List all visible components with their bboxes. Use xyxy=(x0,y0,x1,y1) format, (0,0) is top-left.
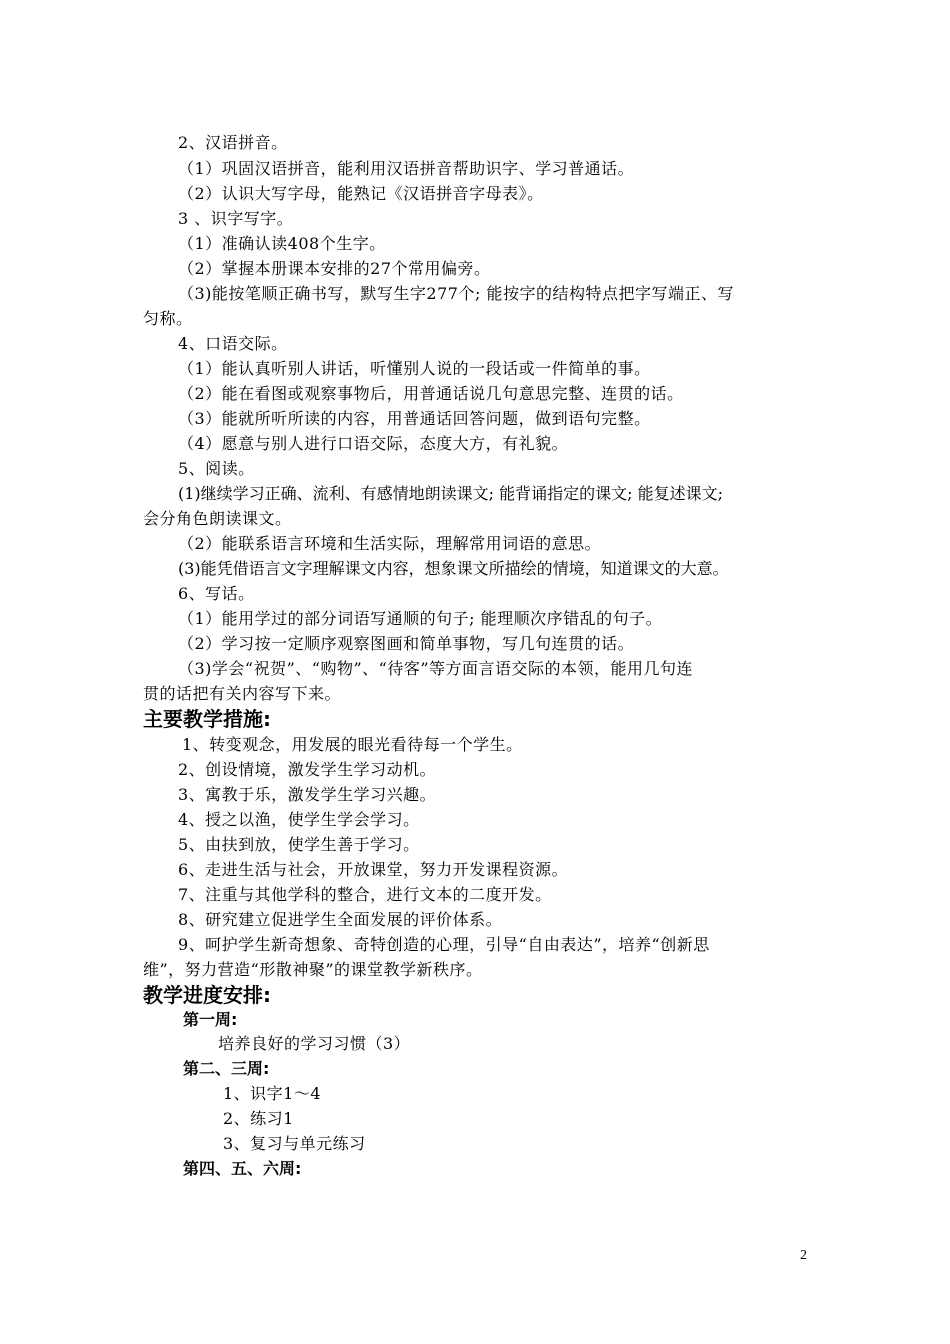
list-item: 7、注重与其他学科的整合，进行文本的二度开发。 xyxy=(178,885,552,904)
list-item-continuation: 匀称。 xyxy=(143,309,193,328)
list-item: （1）巩固汉语拼音，能利用汉语拼音帮助识字、学习普通话。 xyxy=(178,159,635,178)
page-number: 2 xyxy=(800,1248,807,1263)
list-item: (1)继续学习正确、流利、有感情地朗读课文; 能背诵指定的课文; 能复述课文; xyxy=(178,484,724,503)
section-heading-writing: 6、写话。 xyxy=(178,584,255,603)
list-item: （2）认识大写字母，能熟记《汉语拼音字母表》。 xyxy=(178,184,544,203)
list-item: （2）掌握本册课本安排的27个常用偏旁。 xyxy=(178,259,491,278)
list-item: （2）能在看图或观察事物后，用普通话说几句意思完整、连贯的话。 xyxy=(178,384,684,403)
list-item: （2）学习按一定顺序观察图画和简单事物，写几句连贯的话。 xyxy=(178,634,635,653)
list-item: 4、授之以渔，使学生学会学习。 xyxy=(178,810,420,829)
list-item: 9、呵护学生新奇想象、奇特创造的心理，引导“自由表达”，培养“创新思 xyxy=(178,935,710,954)
list-item: （3)能按笔顺正确书写，默写生字277个; 能按字的结构特点把字写端正、写 xyxy=(178,284,734,303)
list-item: （1）能认真听别人讲话，听懂别人说的一段话或一件简单的事。 xyxy=(178,359,651,378)
list-item: 8、研究建立促进学生全面发展的评价体系。 xyxy=(178,910,503,929)
week-title: 第二、三周: xyxy=(183,1059,270,1078)
list-item: （3)学会“祝贺”、“购物”、“待客”等方面言语交际的本领，能用几句连 xyxy=(178,659,694,678)
week-title: 第一周: xyxy=(183,1010,238,1029)
list-item: 2、创设情境，激发学生学习动机。 xyxy=(178,760,437,779)
list-item: （3）能就所听所读的内容，用普通话回答问题，做到语句完整。 xyxy=(178,409,651,428)
section-heading-oral: 4、口语交际。 xyxy=(178,334,288,353)
list-item: 5、由扶到放，使学生善于学习。 xyxy=(178,835,420,854)
schedule-item: 3、复习与单元练习 xyxy=(223,1134,366,1153)
list-item-continuation: 维”，努力营造“形散神聚”的课堂教学新秩序。 xyxy=(143,960,483,979)
section-title-measures: 主要教学措施: xyxy=(143,707,271,731)
list-item-continuation: 会分角色朗读课文。 xyxy=(143,509,292,528)
section-heading-literacy: 3 、识字写字。 xyxy=(178,209,294,228)
section-heading-reading: 5、阅读。 xyxy=(178,459,255,478)
list-item: 6、走进生活与社会，开放课堂，努力开发课程资源。 xyxy=(178,860,569,879)
schedule-item: 2、练习1 xyxy=(223,1109,294,1128)
schedule-item: 培养良好的学习习惯（3） xyxy=(218,1034,411,1053)
list-item: (3)能凭借语言文字理解课文内容，想象课文所描绘的情境，知道课文的大意。 xyxy=(178,559,729,578)
week-title: 第四、五、六周: xyxy=(183,1159,302,1178)
section-title-schedule: 教学进度安排: xyxy=(143,983,271,1007)
list-item: （4）愿意与别人进行口语交际，态度大方，有礼貌。 xyxy=(178,434,569,453)
list-item: （2）能联系语言环境和生活实际，理解常用词语的意思。 xyxy=(178,534,602,553)
list-item: （1）准确认读408个生字。 xyxy=(178,234,386,253)
schedule-item: 1、识字1～4 xyxy=(223,1084,322,1103)
list-item: （1）能用学过的部分词语写通顺的句子; 能理顺次序错乱的句子。 xyxy=(178,609,663,628)
list-item-continuation: 贯的话把有关内容写下来。 xyxy=(143,684,342,703)
list-item: 3、寓教于乐，激发学生学习兴趣。 xyxy=(178,785,437,804)
list-item: 1、转变观念，用发展的眼光看待每一个学生。 xyxy=(182,735,523,754)
section-heading-pinyin: 2、汉语拼音。 xyxy=(178,133,288,152)
